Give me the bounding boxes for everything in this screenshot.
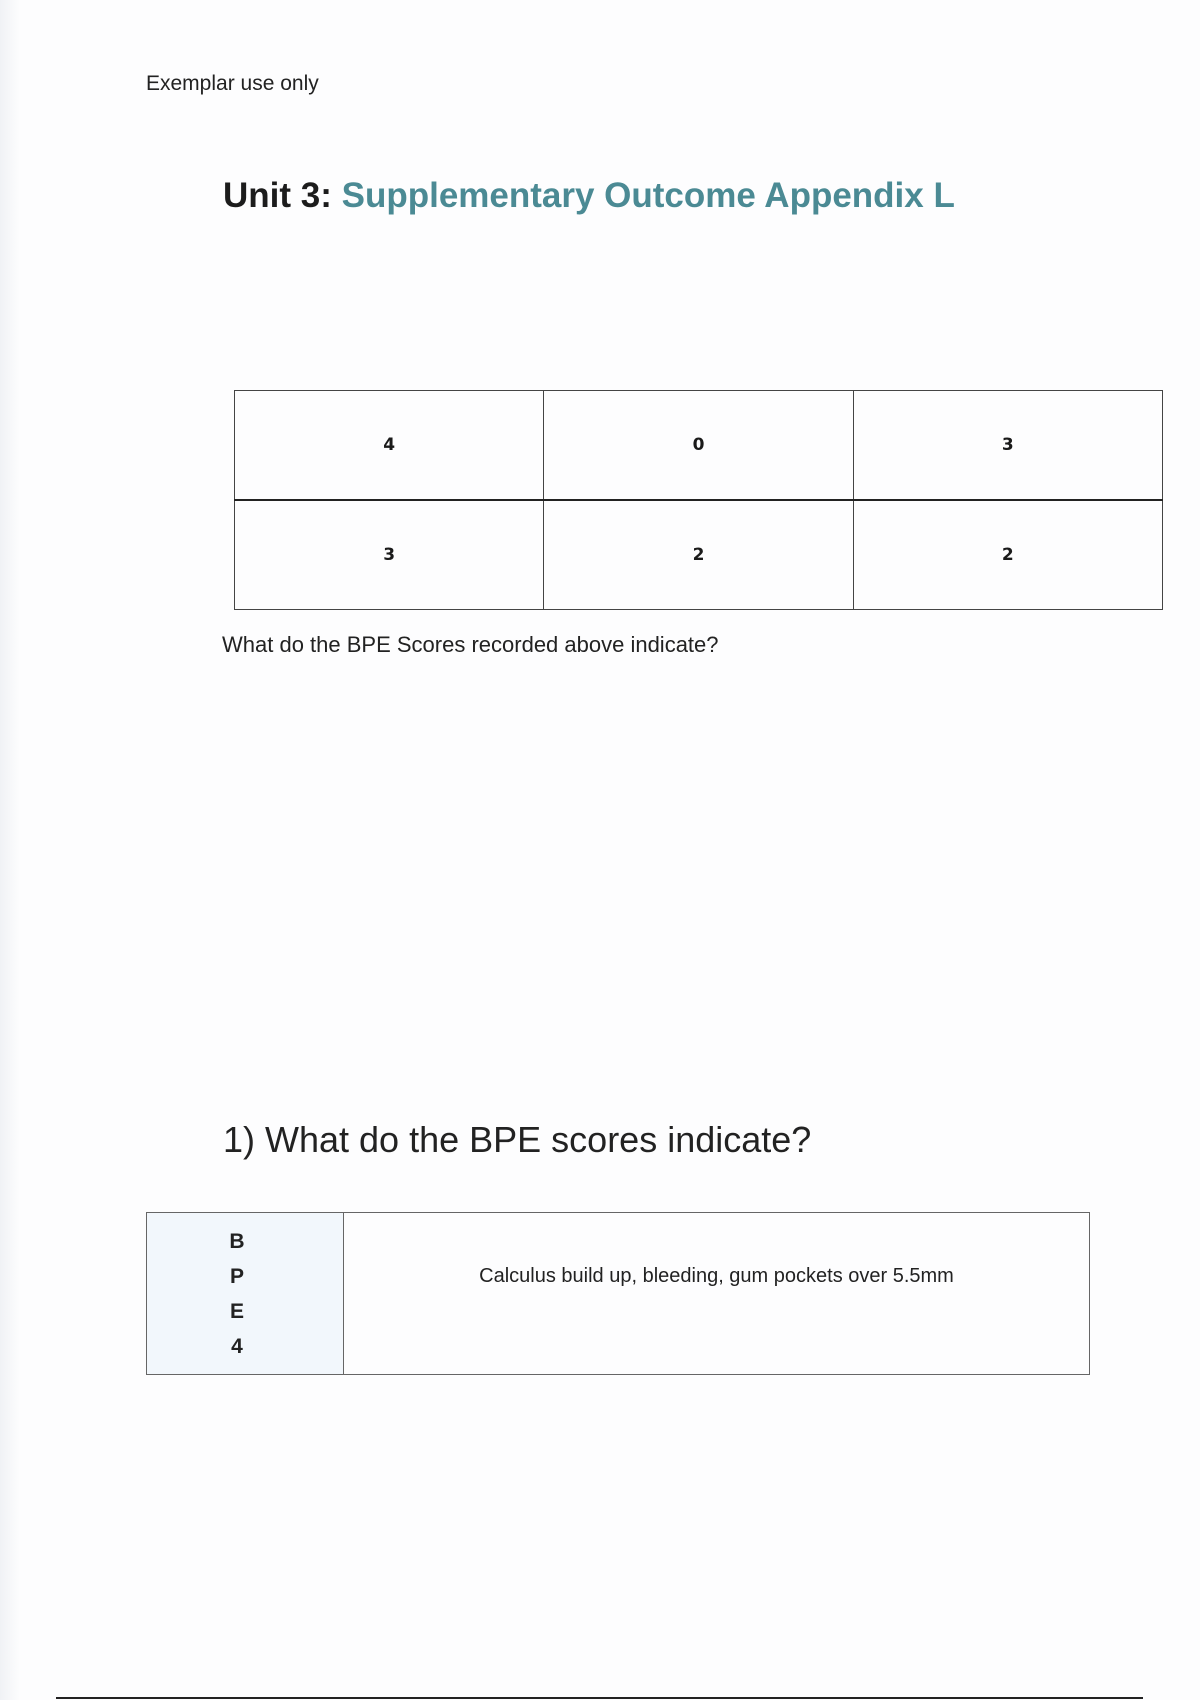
bpe-cell-upper-left: 3 — [853, 391, 1162, 501]
footer-divider — [56, 1697, 1143, 1699]
bpe-row-lower — [235, 500, 1163, 610]
bpe-cell-lower-left: 2 — [853, 500, 1162, 610]
bpe-score-chart — [234, 390, 1163, 610]
page-edge-shade — [0, 0, 20, 1700]
answer-text: Calculus build up, bleeding, gum pockets over 5.5mm — [344, 1213, 1090, 1375]
bpe-cell-upper-right: 4 — [235, 391, 544, 501]
bpe-cell-lower-right: 3 — [235, 500, 544, 610]
bpe-prompt: What do the BPE Scores recorded above indicate? — [222, 632, 719, 657]
label-letter: E — [229, 1299, 244, 1323]
title-appendix: Supplementary Outcome Appendix L — [341, 176, 955, 215]
label-letter: P — [229, 1264, 244, 1288]
question-heading: 1) What do the BPE scores indicate? — [223, 1119, 812, 1160]
bpe-cell-lower-anterior: 2 — [544, 500, 853, 610]
bpe-row-upper — [235, 391, 1163, 501]
label-letter: 4 — [231, 1334, 243, 1358]
answer-row — [147, 1213, 1090, 1375]
exemplar-note: Exemplar use only — [146, 72, 319, 95]
label-letter: B — [229, 1229, 245, 1253]
page-title — [223, 176, 955, 216]
answer-table — [146, 1212, 1090, 1375]
bpe-cell-upper-anterior: 0 — [544, 391, 853, 501]
title-unit-prefix: Unit 3: — [223, 176, 342, 215]
answer-label-cell — [147, 1213, 344, 1375]
